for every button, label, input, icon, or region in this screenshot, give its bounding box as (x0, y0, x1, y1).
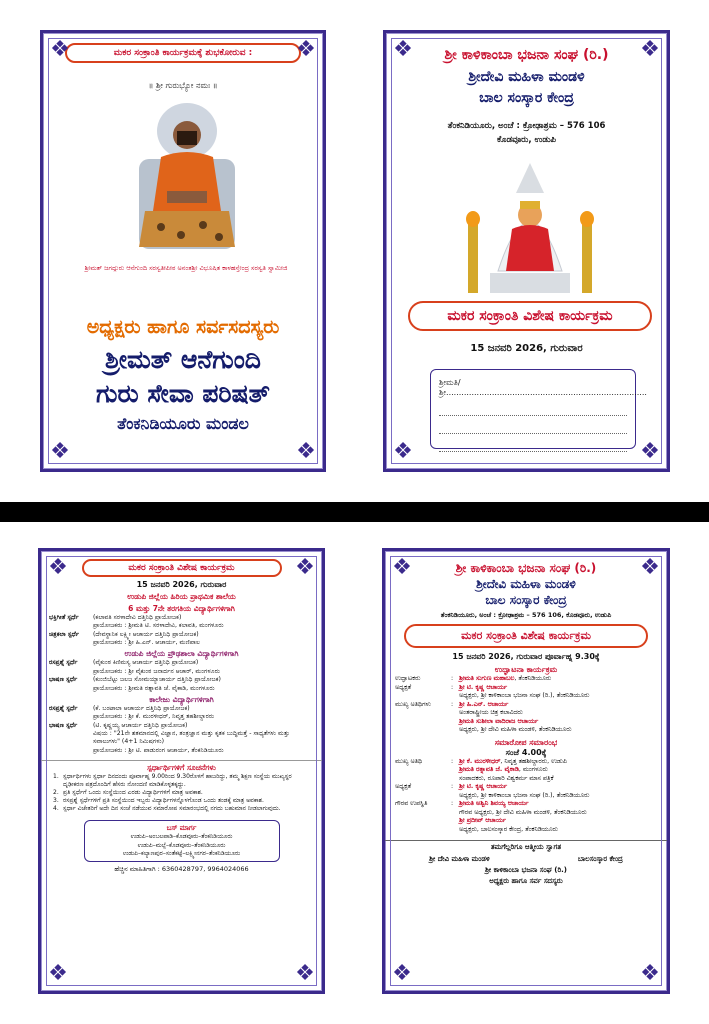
event-title: ಮಕರ ಸಂಕ್ರಾಂತಿ ವಿಶೇಷ ಕಾರ್ಯಕ್ರಮ (404, 624, 648, 648)
competition-name (49, 639, 93, 647)
person-detail: , ತೆಂಕನಿಡಿಯೂರು (514, 675, 552, 682)
competition-name (49, 622, 93, 630)
person-name: ಶ್ರೀ ಟಿ. ಕೃಷ್ಣ ಆಚಾರ್ಯ (459, 783, 508, 790)
role-title (395, 766, 451, 775)
rules-heading: ಸ್ಪರ್ಧಾರ್ಥಿಗಳಿಗೆ ಸೂಚನೆಗಳು (41, 760, 322, 773)
event-title: ಮಕರ ಸಂಕ್ರಾಂತಿ ವಿಶೇಷ ಕಾರ್ಯಕ್ರಮ (408, 301, 652, 331)
competition-row (41, 685, 322, 693)
address-line-2: ಕೊಡವೂರು, ಉಡುಪಿ (497, 135, 556, 145)
ornament-corner-icon: ❖ (50, 37, 70, 62)
ornament-corner-icon: ❖ (393, 439, 413, 464)
role-colon: : (451, 757, 454, 765)
footer-org: ಶ್ರೀ ಕಾಳಿಕಾಂಬಾ ಭಜನಾ ಸಂಘ (ರಿ.) (485, 866, 567, 874)
page-2-cover (383, 30, 670, 472)
invitee-line (439, 402, 627, 416)
rule-number: 3. (53, 797, 59, 805)
rule-text: ಸ್ಪರ್ಧಾ ವಿಜೇತರಿಗೆ ಅದೇ ದಿನ ಸಂಜೆ ನಡೆಯುವ ಸಮಾರೋಪ ಸಮಾರಂಭದಲ್ಲಿ ನಗದು ಬಹುಮಾನ ನೀಡಲಾಗುವುದು. (63, 805, 281, 813)
competition-name: ರಸಪ್ರಶ್ನೆ ಸ್ಪರ್ಧೆ (49, 659, 78, 667)
person-name: ಶ್ರೀ ಕೆ. ಮುರಳೀಧರ್ (459, 757, 501, 765)
person-detail: ಅಧ್ಯಕ್ಷರು, ಶ್ರೀ ಕಾಳಿಕಾಂಬಾ ಭಜನಾ ಸಂಘ (ರಿ.), ತೆಂಕನಿಡಿಯೂರು (459, 791, 590, 799)
section-heading: 6 ಮತ್ತು 7ನೇ ತರಗತಿಯ ವಿದ್ಯಾರ್ಥಿಗಳಿಗಾಗಿ (128, 604, 235, 613)
competition-row (41, 668, 322, 676)
competition-list (41, 705, 322, 755)
competition-detail: ಪ್ರಾಯೋಜಕರು : ಶ್ರೀ ವೈಕುಂಠ ಜನಾರ್ದನ ಆಚಾರ್, ಮಂಗಳೂರು (93, 667, 220, 675)
page-3-competitions (38, 548, 325, 994)
title-line-2: ಶ್ರೀಮತ್ ಆನೆಗುಂದಿ (105, 345, 261, 374)
competition-detail: ಪ್ರಾಯೋಜಕರು : ಶ್ರೀ ಹಿ.ಎನ್. ಆಚಾರ್ಯ, ಮಣಿಪಾಲ (93, 639, 200, 647)
title-line-1: ಅಧ್ಯಕ್ಷರು ಹಾಗೂ ಸರ್ವಸದಸ್ಯರು (86, 316, 280, 338)
event-date: 15 ಜನವರಿ 2026, ಗುರುವಾರ (470, 343, 583, 354)
section-heading: ಕಾಲೇಜು ವಿದ್ಯಾರ್ಥಿಗಳಿಗಾಗಿ (149, 694, 214, 704)
competition-name: ಭಾಷಣ ಸ್ಪರ್ಧೆ (49, 721, 78, 729)
role-colon: : (451, 783, 454, 790)
invitee-box (430, 369, 647, 449)
org-name-2: ಶ್ರೀದೇವಿ ಮಹಿಳಾ ಮಂಡಳಿ (468, 69, 585, 85)
competition-row (41, 747, 322, 755)
role-list (385, 758, 667, 835)
role-value (459, 826, 657, 835)
ornament-corner-icon: ❖ (640, 439, 660, 464)
event-date: 15 ಜನವರಿ 2026, ಗುರುವಾರ ಪೂರ್ವಾಹ್ನ 9.30ಕ್ಕೆ (452, 652, 600, 661)
competition-name: ಚಿತ್ರಕಲಾ ಸ್ಪರ್ಧೆ (49, 630, 80, 638)
role-value (459, 792, 657, 801)
role-row (385, 800, 667, 809)
invocation-text: ॥ ಶ್ರೀ ಗುರುಭ್ಯೋ ನಮಃ ॥ (148, 81, 218, 90)
person-detail: ಅಧ್ಯಕ್ಷರು, ಶ್ರೀ ದೇವಿ ಮಹಿಳಾ ಮಂಡಳಿ, ತೆಂಕನಿಡಿಯೂರು (459, 726, 572, 733)
role-row (385, 726, 667, 735)
invitee-line (439, 438, 627, 452)
role-value (459, 800, 657, 809)
competition-detail: (ವೈಕುಂಠ ಕಿಣಿಮಸ್ಯ ಆಚಾರ್ಯ ದತ್ತಿನಿಧಿ ಪ್ರಾಯೋಜಕ) (93, 659, 199, 667)
role-row (385, 817, 667, 826)
person-name: ಶ್ರೀ ಪ್ರದೀಪ್ ಆಚಾರ್ಯ (459, 817, 506, 824)
photo-caption: ಶ್ರೀಮತ್ ಜಗದ್ಗುರು ಆನೆಗುಂದಿ ಸರಸ್ವತೀಪೀಠ ಅನಂತಶ್ರೀ ವಿಭೂಷಿತ ಕಾಳಹಸ್ತೇಂದ್ರ ಸರಸ್ವತಿ ಸ್ವಾಮೀಜಿ (84, 264, 288, 272)
ornament-corner-icon: ❖ (640, 961, 660, 986)
bus-route-line: ಉಡುಪಿ–ಮಲ್ಪೆ–ಕೊಡವೂರು–ತೆಂಕನಿಡಿಯೂರು (137, 841, 226, 849)
person-detail: ಗೌರವ ಅಧ್ಯಕ್ಷರು, ಶ್ರೀ ದೇವಿ ಮಹಿಳಾ ಮಂಡಳಿ, ತೆಂಕನಿಡಿಯೂರು (459, 808, 587, 816)
competition-row (41, 639, 322, 647)
org-name-2: ಶ್ರೀದೇವಿ ಮಹಿಳಾ ಮಂಡಳಿ (476, 577, 576, 591)
competition-detail: (ಕಲಾವತಿ ಸರಳಾದೇವಿ ದತ್ತಿನಿಧಿ ಪ್ರಾಯೋಜಕ) (93, 614, 182, 621)
ornament-corner-icon: ❖ (296, 37, 316, 62)
title-line-4: ತೆಂಕನಿಡಿಯೂರು ಮಂಡಲ (117, 414, 249, 433)
address-line: ತೆಂಕನಿಡಿಯೂರು, ಅಂಚೆ : ಕ್ರೋಢಾಶ್ರಮ – 576 106, ಕೊಡವೂರು, ಉಡುಪಿ (440, 611, 612, 619)
section-heading: ಉದ್ಘಾಟನಾ ಕಾರ್ಯಕ್ರಮ (494, 665, 558, 674)
role-value (459, 809, 657, 818)
competition-list (41, 659, 322, 692)
person-detail: ಅಂತರಾಷ್ಟ್ರೀಯ ಚಿತ್ರ ಕಲಾವಿದರು (459, 709, 523, 716)
ornament-corner-icon: ❖ (640, 37, 660, 62)
section-heading: ಸಮಾರೋಪ ಸಮಾರಂಭ (494, 737, 558, 747)
rule-number: 2. (53, 789, 59, 797)
role-colon: : (451, 675, 454, 682)
title-line-3: ಗುರು ಸೇವಾ ಪರಿಷತ್ (96, 379, 270, 408)
ornament-corner-icon: ❖ (640, 555, 660, 580)
rule-text: ಸ್ಪರ್ಧಾರ್ಥಿಗಳು ಸ್ಪರ್ಧಾ ದಿನದಂದು ಪೂರ್ವಾಹ್ನ 9.00ರಿಂದ 9.30ರೊಳಗೆ ಹಾಜರಿದ್ದು, ತಮ್ಮ ಶಿಕ್ಷಣ ಸಂಸ್ಥೆಯ ಮುಖ್ಯಸ್ಥರ ದೃಢೀಕರಣ ಪತ್ರದೊಂದಿಗೆ ಹೆಸರು ನೋಂದಣಿ ಮಾಡಿಕೊಳ್ಳತಕ್ಕದ್ದು. (63, 773, 292, 789)
role-value (459, 775, 657, 784)
org-name-1: ಶ್ರೀ ಕಾಳಿಕಾಂಬಾ ಭಜನಾ ಸಂಘ (ರಿ.) (444, 47, 609, 63)
ornament-corner-icon: ❖ (295, 555, 315, 580)
competition-name (49, 730, 93, 747)
role-colon (451, 692, 459, 701)
competition-row (41, 722, 322, 730)
role-value (459, 675, 657, 684)
role-title (395, 775, 451, 784)
bus-route-line: ಉಡುಪಿ–ಅಂಬಲಪಾಡಿ–ಕೊಡವೂರು–ತೆಂಕನಿಡಿಯೂರು (130, 833, 233, 841)
page-separator (0, 502, 709, 522)
competition-row (41, 676, 322, 684)
competition-list (41, 614, 322, 647)
ornament-corner-icon: ❖ (393, 37, 413, 62)
host-row (385, 855, 667, 864)
role-row (385, 718, 667, 727)
role-value (459, 701, 657, 710)
competitions-header: ಮಕರ ಸಂಕ್ರಾಂತಿ ವಿಶೇಷ ಕಾರ್ಯಕ್ರಮ (82, 559, 282, 577)
role-title (395, 809, 451, 818)
role-row (385, 775, 667, 784)
host-right: ಬಾಲಸಂಸ್ಕಾರ ಕೇಂದ್ರ (577, 855, 623, 863)
competition-row (41, 730, 322, 747)
role-row (385, 758, 667, 767)
role-title (395, 692, 451, 701)
role-value (459, 783, 657, 792)
role-title (395, 826, 451, 835)
competition-row (41, 631, 322, 639)
competition-detail: (ಟಿ. ಕೃಷ್ಣಯ್ಯ ಆಚಾರ್ಯ ದತ್ತಿನಿಧಿ ಪ್ರಾಯೋಜಕ) (93, 721, 188, 729)
host-left: ಶ್ರೀ ದೇವಿ ಮಹಿಳಾ ಮಂಡಳಿ (429, 855, 490, 863)
role-title (395, 726, 451, 735)
person-detail: ಸಂಪಾದಕರು, ರೂಪಾರಿ ವಿಶ್ವಕರ್ಮ ಮಾಸ ಪತ್ರಿಕೆ (459, 774, 554, 782)
role-colon: : (451, 683, 454, 691)
role-colon (451, 792, 459, 801)
role-colon (451, 709, 459, 718)
competition-row (41, 713, 322, 721)
competition-row (41, 614, 322, 622)
competition-detail: ಪ್ರಾಯೋಜಕರು : ಶ್ರೀಮತಿ ರತ್ನಾವತಿ ಜೆ. ವೈಕಾಡಿ, ಮಂಗಳೂರು (93, 684, 215, 692)
role-title: ಮುಖ್ಯ ಅತಿಥಿ (395, 757, 423, 765)
role-value (459, 692, 657, 701)
role-row (385, 766, 667, 775)
ornament-corner-icon: ❖ (392, 961, 412, 986)
competition-name (49, 685, 93, 693)
page-4-programme (382, 548, 670, 994)
footer-members: ಅಧ್ಯಕ್ಷರು ಹಾಗೂ ಸರ್ವ ಸದಸ್ಯರು (489, 877, 563, 885)
rule-item (41, 789, 322, 797)
competition-name: ಭಾಷಣ ಸ್ಪರ್ಧೆ (49, 676, 78, 684)
welcome-text: ತಮಗೆಲ್ಲರಿಗೂ ಆತ್ಮೀಯ ಸ್ವಾಗತ (385, 840, 667, 852)
rule-item (41, 773, 322, 789)
role-title: ಗೌರವ ಉಪಸ್ಥಿತಿ (395, 800, 428, 807)
rule-item (41, 797, 322, 805)
person-detail: ಅಧ್ಯಕ್ಷರು, ಬಾಲಸಂಸ್ಕಾರ ಕೇಂದ್ರ, ತೆಂಕನಿಡಿಯೂರು (459, 825, 558, 833)
role-list (385, 675, 667, 735)
ornament-corner-icon: ❖ (50, 439, 70, 464)
competition-detail: ವಿಷಯ : "21ನೇ ಶತಮಾನದಲ್ಲಿ ವಿಜ್ಞಾನ, ತಂತ್ರಜ್ಞಾನ ಮತ್ತು ಕೃತಕ ಬುದ್ಧಿಮತ್ತೆ - ಸಾಧ್ಯತೆಗಳು ಮತ್ತು ಸವಾಲುಗಳು" (4+1 ನಿಮಿಷಗಳು) (93, 729, 290, 746)
role-value (459, 709, 657, 718)
role-title: ಮುಖ್ಯ ಅತಿಥಿಗಳು (395, 700, 431, 708)
competition-detail: ಪ್ರಾಯೋಜಕರು : ಶ್ರೀ ಟಿ. ಪಾಡುರಂಗ ಆಚಾರ್ಯ, ತೆಂಕನಿಡಿಯೂರು (93, 746, 224, 754)
section-time: ಸಂಜೆ 4.00ಕ್ಕೆ (505, 747, 547, 757)
person-detail: , ನಿವೃತ್ತ ತಹಶೀಲ್ದಾರರು, ಉಡುಪಿ (500, 757, 567, 765)
role-colon (451, 775, 459, 784)
role-colon (451, 718, 459, 727)
role-value (459, 766, 657, 775)
rules-list (41, 773, 322, 813)
org-name-1: ಶ್ರೀ ಕಾಳಿಕಾಂಬಾ ಭಜನಾ ಸಂಘ (ರಿ.) (455, 561, 597, 575)
competition-row (41, 622, 322, 630)
greeting-header: ಮಕರ ಸಂಕ್ರಾಂತಿ ಕಾರ್ಯಕ್ರಮಕ್ಕೆ ಶುಭಕೋರುವ : (65, 43, 301, 63)
competition-name: ರಸಪ್ರಶ್ನೆ ಸ್ಪರ್ಧೆ (49, 704, 78, 712)
role-colon: : (451, 700, 454, 708)
role-row (385, 826, 667, 835)
role-title (395, 792, 451, 801)
person-detail: ಅಧ್ಯಕ್ಷರು, ಶ್ರೀ ಕಾಳಿಕಾಂಬಾ ಭಜನಾ ಸಂಘ (ರಿ.), ತೆಂಕನಿಡಿಯೂರು (459, 692, 590, 699)
person-name: ಶ್ರೀಮತಿ ರತ್ನಾವತಿ ಜೆ. ವೈಕಾಡಿ (459, 766, 519, 773)
role-row (385, 809, 667, 818)
competition-detail: (ಕೆ. ಬಂಟಾಲಾ ಆಚಾರ್ಯ ದತ್ತಿನಿಧಿ ಪ್ರಾಯೋಜಕ) (93, 704, 190, 712)
role-row (385, 792, 667, 801)
ornament-corner-icon: ❖ (296, 439, 316, 464)
competition-detail: ಪ್ರಾಯೋಜಕರು : ಶ್ರೀ ಕೆ. ಮುರಳೀಧರ್, ನಿವೃತ್ತ ತಹಶೀಲ್ದಾರರು (93, 713, 215, 721)
person-name: ಶ್ರೀ ಹಿ.ಎನ್. ಆಚಾರ್ಯ (459, 700, 509, 708)
role-value (459, 726, 657, 735)
competition-name (49, 747, 93, 755)
invitee-line (439, 420, 627, 434)
person-name: ಶ್ರೀ ಟಿ. ಕೃಷ್ಣ ಆಚಾರ್ಯ (459, 683, 508, 691)
person-name: ಶ್ರೀಮತಿ ಅಶ್ವಿನಿ ಶಿವಯ್ಯ ಆಚಾರ್ಯ (459, 800, 529, 807)
role-title (395, 817, 451, 826)
ornament-corner-icon: ❖ (295, 961, 315, 986)
person-name: ಶ್ರೀಮತಿ ಸುಶೀಲಾ ವಾದಿರಾಜ ಆಚಾರ್ಯ (459, 717, 539, 725)
role-colon: : (451, 800, 454, 807)
role-title (395, 709, 451, 718)
role-row (385, 692, 667, 701)
rule-number: 4. (53, 805, 59, 813)
role-row (385, 675, 667, 684)
page-1-greeting (40, 30, 326, 472)
competition-detail: (ಕುಂಜಿಬೆಟ್ಟು ಜಲಜ ಸೋಮಯ್ಯಾಚಾರ್ಯ ದತ್ತಿನಿಧಿ ಪ್ರಾಯೋಜಕ) (93, 676, 221, 684)
role-row (385, 684, 667, 693)
role-colon (451, 817, 459, 826)
contact-info: ಹೆಚ್ಚಿನ ಮಾಹಿತಿಗಾಗಿ : 6360428797, 9964024066 (114, 865, 249, 874)
bus-route-line: ಉಡುಪಿ–ಕಲ್ಯಾಣಪುರ–ಸಂತೆಕಟ್ಟೆ–ಲಕ್ಷ್ಮೀನಗರ–ತೆಂಕನಿಡಿಯೂರು (122, 850, 241, 858)
role-row (385, 783, 667, 792)
rule-text: ರಸಪ್ರಶ್ನೆ ಸ್ಪರ್ಧೆಗಳಿಗೆ ಪ್ರತಿ ಸಂಸ್ಥೆಯಿಂದ ಇಬ್ಬರು ವಿದ್ಯಾರ್ಥಿಗಳನ್ನೊಳಗೊಂಡ ಒಂದು ತಂಡಕ್ಕೆ ಮಾತ್ರ ಅವಕಾಶ. (63, 797, 264, 805)
section-heading: ಉಡುಪಿ ಜಿಲ್ಲೆಯ ಪ್ರೌಢಶಾಲಾ ವಿದ್ಯಾರ್ಥಿಗಳಿಗಾಗಿ (124, 649, 239, 659)
competition-name: ಭಕ್ತಿಗೀತೆ ಸ್ಪರ್ಧೆ (49, 614, 79, 621)
role-colon (451, 826, 459, 835)
competition-name (49, 668, 93, 676)
address-line-1: ತೆಂಕನಿಡಿಯೂರು, ಅಂಚೆ : ಕ್ರೋಢಾಶ್ರಮ – 576 106 (447, 121, 606, 131)
deity-image (464, 153, 596, 303)
bus-route-box (84, 820, 280, 863)
role-colon (451, 766, 459, 775)
ornament-corner-icon: ❖ (48, 961, 68, 986)
role-colon (451, 726, 459, 735)
role-colon (451, 809, 459, 818)
role-value (459, 718, 657, 727)
invitee-label: ಶ್ರೀಮತಿ/ಶ್ರೀ............................................................................... (439, 378, 647, 397)
ornament-corner-icon: ❖ (392, 555, 412, 580)
role-title: ಅಧ್ಯಕ್ಷತೆ (395, 783, 412, 790)
ornament-corner-icon: ❖ (48, 555, 68, 580)
role-row (385, 701, 667, 710)
rule-text: ಪ್ರತಿ ಸ್ಪರ್ಧೆಗೆ ಒಂದು ಸಂಸ್ಥೆಯಿಂದ ಎರಡು ವಿದ್ಯಾರ್ಥಿಗಳಿಗೆ ಮಾತ್ರ ಅವಕಾಶ. (63, 789, 203, 797)
person-name: ಶ್ರೀಮತಿ ಸುಗುಣ ಮಹಾಬಲ (459, 675, 515, 682)
person-detail: , ಮಂಗಳೂರು (518, 766, 548, 773)
section-heading: ಉಡುಪಿ ಜಿಲ್ಲೆಯ ಹಿರಿಯ ಪ್ರಾಥಮಿಕ ಶಾಲೆಯ (127, 592, 236, 601)
role-value (459, 817, 657, 826)
role-value (459, 758, 657, 767)
competition-name (49, 713, 93, 721)
competition-row (41, 659, 322, 667)
competition-detail: ಪ್ರಾಯೋಜಕರು : ಶ್ರೀಮತಿ ಟಿ. ಸರಳಾದೇವಿ, ಕಲಾವತಿ, ಮಂಗಳೂರು (93, 622, 224, 630)
competition-row (41, 705, 322, 713)
competition-detail: (ದೇವಸ್ಥಾನಿಕ ಲಕ್ಷ್ಮೀ ಆಚಾರ್ಯ ದತ್ತಿನಿಧಿ ಪ್ರಾಯೋಜಕ) (93, 630, 199, 638)
swami-photo (131, 101, 243, 259)
rule-number: 1. (53, 773, 59, 781)
role-title (395, 718, 451, 727)
role-value (459, 684, 657, 693)
bus-route-title: ಬಸ್ ಮಾರ್ಗ (166, 823, 197, 832)
role-row (385, 709, 667, 718)
competitions-date: 15 ಜನವರಿ 2026, ಗುರುವಾರ (136, 580, 227, 589)
org-name-3: ಬಾಲ ಸಂಸ್ಕಾರ ಕೇಂದ್ರ (485, 593, 567, 607)
role-title: ಉದ್ಘಾಟಕರು (395, 675, 421, 682)
role-title: ಅಧ್ಯಕ್ಷತೆ (395, 683, 412, 691)
org-name-3: ಬಾಲ ಸಂಸ್ಕಾರ ಕೇಂದ್ರ (479, 90, 574, 106)
rule-item (41, 805, 322, 813)
